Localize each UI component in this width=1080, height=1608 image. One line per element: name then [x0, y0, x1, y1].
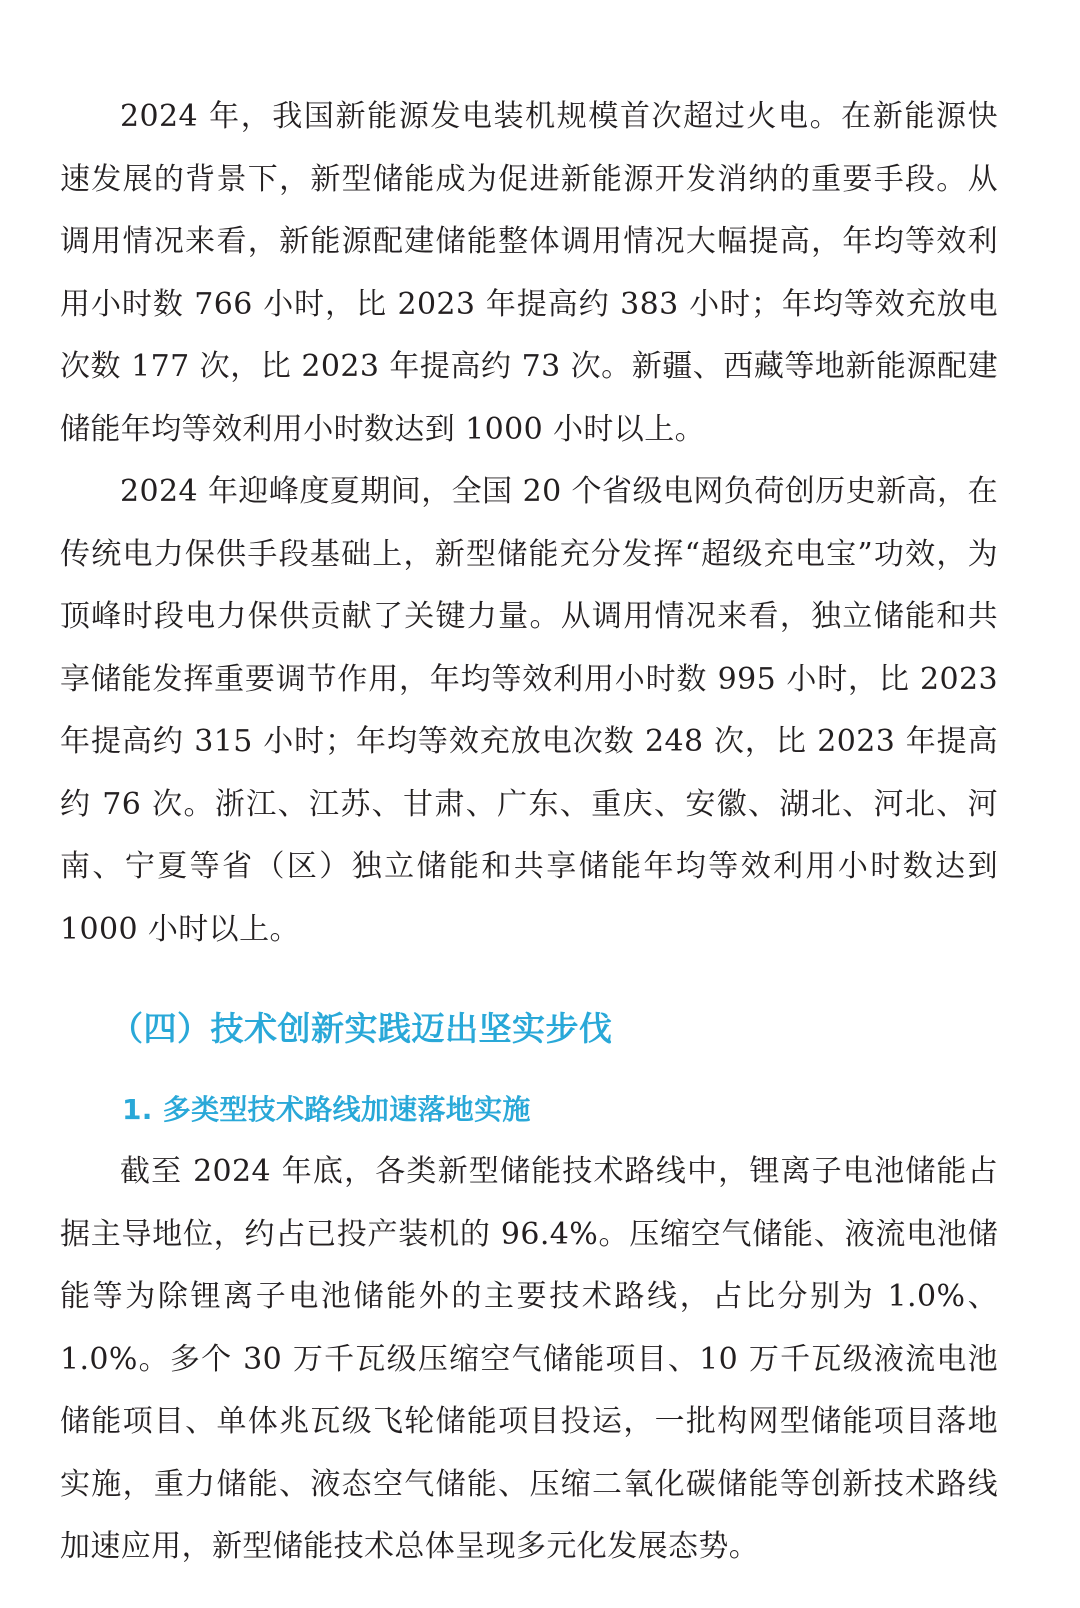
paragraph-storage-utilization: 2024 年，我国新能源发电装机规模首次超过火电。在新能源快速发展的背景下，新型储能成为促进新能源开发消纳的重要手段。从调用情况来看，新能源配建储能整体调用情况大幅提高，年均等效利用小时数 766 小时，比 2023 年提高约 383 小时；年均等效充放电次数 177 次，比 2023 年提高约 73 次。新疆、西藏等地新能源配建储能年均等效利用小时数达到 1000 小时以上。	[60, 99, 998, 447]
paragraph-summer-peak: 2024 年迎峰度夏期间，全国 20 个省级电网负荷创历史新高，在传统电力保供手段基础上，新型储能充分发挥“超级充电宝”功效，为顶峰时段电力保供贡献了关键力量。从调用情况来看，独立储能和共享储能发挥重要调节作用，年均等效利用小时数 995 小时，比 2023 年提高约 315 小时；年均等效充放电次数 248 次，比 2023 年提高约 76 次。浙江、江苏、甘肃、广东、重庆、安徽、湖北、河北、河南、宁夏等省（区）独立储能和共享储能年均等效利用小时数达到 1000 小时以上。	[60, 474, 998, 947]
section-heading: （四）技术创新实践迈出坚实步伐	[110, 1009, 613, 1048]
sub-heading: 1. 多类型技术路线加速落地实施	[122, 1093, 531, 1126]
paragraph-technology-routes: 截至 2024 年底，各类新型储能技术路线中，锂离子电池储能占据主导地位，约占已投产装机的 96.4%。压缩空气储能、液流电池储能等为除锂离子电池储能外的主要技术路线，占比分别为 1.0%、1.0%。多个 30 万千瓦级压缩空气储能项目、10 万千瓦级液流电池储能项目、单体兆瓦级飞轮储能项目投运，一批构网型储能项目落地实施，重力储能、液态空气储能、压缩二氧化碳储能等创新技术路线加速应用，新型储能技术总体呈现多元化发展态势。	[60, 1154, 998, 1564]
